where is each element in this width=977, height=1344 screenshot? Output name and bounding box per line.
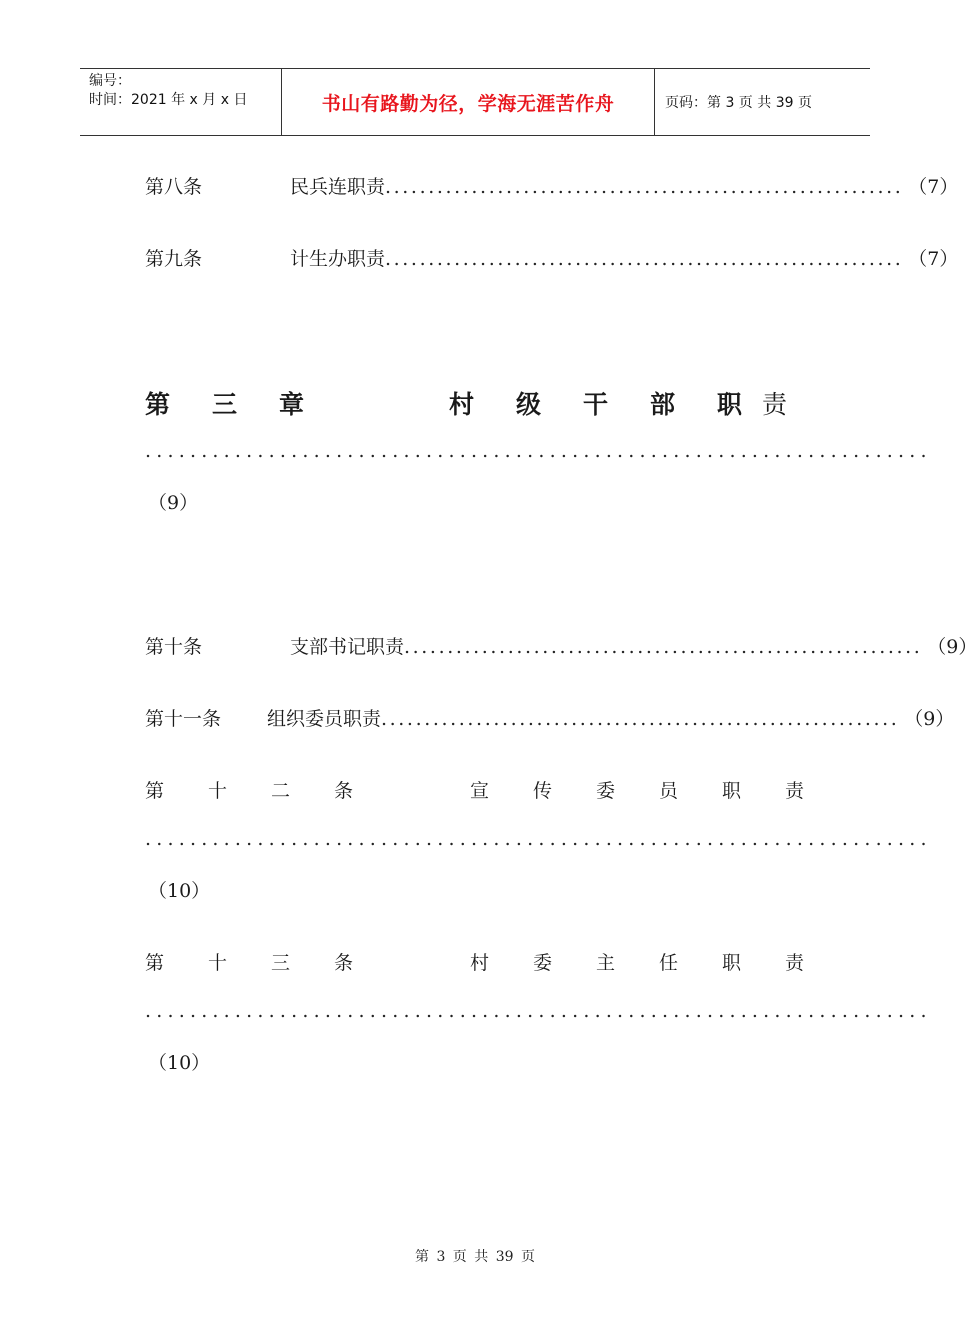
toc-entry-page: （7）: [908, 176, 959, 198]
toc-entry-page: （7）: [908, 248, 959, 270]
toc-entry-page: （9）: [904, 708, 955, 730]
entry-char: 宣: [470, 780, 490, 802]
entry-char: 条: [334, 952, 354, 974]
entry-char: 委: [596, 780, 616, 802]
toc-entry-art11: [145, 704, 955, 731]
entry-char: 职: [722, 780, 742, 802]
chapter-char: 职: [717, 390, 743, 419]
chapter-char: 村: [449, 390, 475, 419]
entry-char: 第: [145, 780, 165, 802]
chapter-char: 干: [583, 390, 609, 419]
chapter-char: 部: [650, 390, 676, 419]
entry-char: 村: [470, 952, 490, 974]
toc-entry-title: 支部书记职责: [290, 636, 405, 658]
entry-char: 条: [334, 780, 354, 802]
toc-entry-title: 组织委员职责: [267, 708, 382, 730]
toc-leader-dots: ............................................................: [381, 708, 900, 730]
header-slogan: 书山有路勤为径，学海无涯苦作舟: [282, 69, 655, 135]
header-meta: [80, 69, 282, 135]
entry-char: 第: [145, 952, 165, 974]
toc-entry-page: （9）: [927, 636, 977, 658]
toc-entry-art8: [145, 172, 959, 199]
entry-char: 十: [208, 780, 228, 802]
toc-entry-art13: [145, 948, 805, 975]
toc-leader-dots: ......................................................................: [145, 1000, 932, 1022]
toc-leader-dots: ............................................................: [385, 176, 904, 198]
toc-entry-title: 计生办职责: [290, 248, 386, 270]
chapter-char: 级: [516, 390, 542, 419]
toc-entry-art9: [145, 244, 959, 271]
entry-char: 责: [785, 952, 805, 974]
entry-char: 委: [533, 952, 553, 974]
toc-chapter-3: [145, 385, 805, 421]
entry-char: 十: [208, 952, 228, 974]
chapter-char: 责: [762, 390, 788, 419]
entry-char: 主: [596, 952, 616, 974]
toc-entry-art12-page: （10）: [148, 880, 211, 902]
time-label: 时间：2021 年 x 月 x 日: [89, 92, 248, 108]
toc-entry-number: 第十条: [145, 636, 203, 658]
chapter-char: 第: [145, 390, 171, 419]
chapter-char: 章: [279, 390, 305, 419]
toc-entry-art12: [145, 776, 805, 803]
toc-chapter-3-page: （9）: [148, 492, 199, 514]
toc-leader-dots: ............................................................: [404, 636, 923, 658]
header-page-info: 页码：第 3 页 共 39 页: [665, 95, 812, 111]
entry-char: 职: [722, 952, 742, 974]
toc-entry-art10: [145, 632, 977, 659]
entry-char: 二: [271, 780, 291, 802]
toc-leader-dots: ............................................................: [385, 248, 904, 270]
toc-entry-art13-page: （10）: [148, 1052, 211, 1074]
number-label: 编号：: [89, 73, 131, 89]
entry-char: 责: [785, 780, 805, 802]
chapter-char: 三: [212, 390, 238, 419]
entry-char: 传: [533, 780, 553, 802]
toc-entry-number: 第九条: [145, 248, 203, 270]
toc-entry-number: 第八条: [145, 176, 203, 198]
entry-char: 任: [659, 952, 679, 974]
toc-leader-dots: ......................................................................: [145, 440, 932, 462]
page-footer: 第 3 页 共 39 页: [415, 1249, 535, 1265]
toc-entry-title: 民兵连职责: [290, 176, 386, 198]
toc-entry-number: 第十一条: [145, 708, 222, 730]
document-header: [80, 68, 870, 136]
entry-char: 员: [659, 780, 679, 802]
toc-leader-dots: ......................................................................: [145, 828, 932, 850]
entry-char: 三: [271, 952, 291, 974]
